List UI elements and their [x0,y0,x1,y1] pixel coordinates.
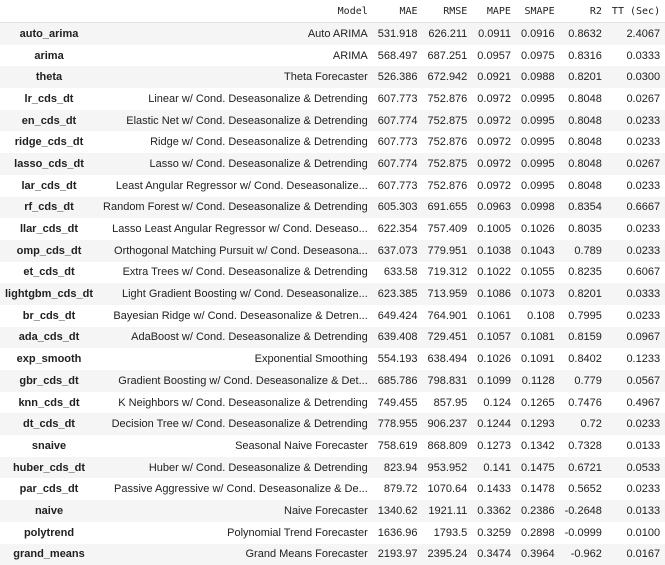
cell-r2: 0.8235 [568,266,602,279]
cell-model: Random Forest w/ Cond. Deseasonalize & Detrending [103,201,368,214]
cell-tt-sec: 0.0167 [626,548,661,561]
cell-tt-sec: 2.4067 [626,27,661,40]
row-index: arima [34,49,64,62]
row-index: omp_cds_dt [16,244,82,257]
cell-mape: 0.1026 [477,353,511,366]
cell-smape: 0.0995 [520,157,555,170]
row-index: theta [35,71,63,84]
cell-model: Passive Aggressive w/ Cond. Deseasonalize & De... [114,483,368,496]
cell-smape: 0.0995 [520,114,555,127]
table-row [0,197,665,219]
cell-tt-sec: 0.0233 [626,136,661,149]
table-row [0,500,665,522]
table-row [0,131,665,153]
cell-model: Grand Means Forecaster [245,548,368,561]
cell-model: Naive Forecaster [284,504,368,517]
cell-smape: 0.1026 [520,223,555,236]
table-row [0,457,665,479]
cell-r2: 0.8201 [568,71,602,84]
table-row [0,153,665,175]
table-row [0,370,665,392]
cell-model: Gradient Boosting w/ Cond. Deseasonalize & Det... [118,374,368,387]
cell-model: Elastic Net w/ Cond. Deseasonalize & Detrending [126,114,368,127]
cell-model: Theta Forecaster [284,71,368,84]
cell-r2: 0.8048 [568,179,602,192]
cell-model: Polynomial Trend Forecaster [227,526,368,539]
cell-model: Lasso Least Angular Regressor w/ Cond. Deseaso... [112,223,368,236]
cell-smape: 0.3964 [520,548,555,561]
cell-mae: 879.72 [383,483,418,496]
cell-tt-sec: 0.1233 [626,353,661,366]
cell-mape: 0.0972 [477,179,511,192]
cell-tt-sec: 0.4967 [626,396,661,409]
cell-r2: 0.8048 [568,157,602,170]
cell-r2: -0.962 [570,548,602,561]
cell-smape: 0.1055 [520,266,555,279]
cell-mae: 531.918 [377,27,418,40]
cell-mae: 633.58 [383,266,418,279]
table-row [0,478,665,500]
cell-smape: 0.1342 [520,439,555,452]
row-index: naive [34,504,64,517]
cell-rmse: 713.959 [427,288,468,301]
cell-r2: 0.8159 [568,331,602,344]
cell-rmse: 2395.24 [427,548,468,561]
cell-r2: 0.8632 [568,27,602,40]
cell-rmse: 691.655 [427,201,468,214]
cell-smape: 0.1073 [520,288,555,301]
table-row [0,45,665,67]
cell-r2: 0.7328 [568,439,602,452]
cell-mape: 0.1061 [477,309,511,322]
row-index: knn_cds_dt [18,396,80,409]
cell-mape: 0.3259 [477,526,511,539]
cell-tt-sec: 0.0233 [626,309,661,322]
cell-tt-sec: 0.0533 [626,461,661,474]
cell-mape: 0.1244 [477,418,511,431]
cell-mae: 758.619 [377,439,418,452]
cell-tt-sec: 0.0133 [626,439,661,452]
cell-mape: 0.0963 [477,201,511,214]
row-index: rf_cds_dt [24,201,74,214]
cell-r2: 0.8035 [568,223,602,236]
cell-smape: 0.0995 [520,92,555,105]
cell-mape: 0.3362 [477,504,511,517]
cell-mape: 0.1057 [477,331,511,344]
cell-model: Bayesian Ridge w/ Cond. Deseasonalize & Detren... [113,309,368,322]
header-row [0,0,665,23]
cell-mape: 0.1099 [477,374,511,387]
cell-r2: 0.8048 [568,92,602,105]
row-index: dt_cds_dt [23,418,75,431]
table-header [0,0,665,23]
cell-smape: 0.0916 [520,27,555,40]
cell-model: ARIMA [332,49,368,62]
cell-mae: 823.94 [383,461,418,474]
cell-model: Linear w/ Cond. Deseasonalize & Detrending [148,92,368,105]
row-index: auto_arima [19,27,79,40]
table-row [0,413,665,435]
cell-rmse: 719.312 [427,266,468,279]
cell-rmse: 626.211 [428,27,468,40]
cell-smape: 0.108 [527,309,555,322]
header-model: Model [98,0,373,23]
cell-mae: 554.193 [377,353,418,366]
row-index: exp_smooth [16,353,82,366]
cell-mae: 639.408 [377,331,418,344]
cell-rmse: 752.876 [427,92,468,105]
cell-tt-sec: 0.0233 [626,223,661,236]
cell-smape: 0.0995 [520,179,555,192]
cell-tt-sec: 0.0233 [626,114,661,127]
cell-rmse: 906.237 [427,418,468,431]
table-row [0,66,665,88]
cell-mae: 607.774 [377,157,418,170]
cell-rmse: 672.942 [427,71,468,84]
row-index: grand_means [13,548,85,561]
cell-model: Lasso w/ Cond. Deseasonalize & Detrending [149,157,368,170]
cell-rmse: 687.251 [427,49,468,62]
cell-rmse: 752.875 [427,157,468,170]
cell-mape: 0.1086 [477,288,511,301]
cell-mae: 607.773 [377,92,418,105]
table-row [0,327,665,349]
cell-smape: 0.0995 [520,136,555,149]
cell-mae: 637.073 [377,244,418,257]
cell-tt-sec: 0.6667 [626,201,661,214]
header-index [0,0,98,23]
cell-r2: 0.7995 [568,309,602,322]
cell-smape: 0.0975 [520,49,555,62]
cell-r2: 0.5652 [568,483,602,496]
row-index: snaive [31,439,67,452]
cell-tt-sec: 0.0233 [626,483,661,496]
cell-tt-sec: 0.0333 [626,288,661,301]
table-row [0,348,665,370]
header-rmse: RMSE [423,0,473,23]
table-row [0,110,665,132]
cell-mae: 1340.62 [377,504,418,517]
cell-rmse: 638.494 [427,353,468,366]
cell-model: Orthogonal Matching Pursuit w/ Cond. Deseasona... [114,244,368,257]
cell-mae: 749.455 [377,396,418,409]
cell-model: Huber w/ Cond. Deseasonalize & Detrending [148,461,368,474]
cell-mape: 0.141 [483,461,511,474]
cell-smape: 0.0988 [520,71,555,84]
cell-tt-sec: 0.0967 [626,331,661,344]
table-row [0,283,665,305]
cell-mae: 607.774 [377,114,418,127]
cell-model: Seasonal Naive Forecaster [235,439,368,452]
row-index: llar_cds_dt [19,223,79,236]
cell-r2: 0.789 [574,244,602,257]
cell-smape: 0.1293 [520,418,555,431]
cell-r2: 0.7476 [568,396,602,409]
cell-smape: 0.1043 [520,244,555,257]
cell-rmse: 1921.11 [428,504,468,517]
cell-r2: 0.8316 [568,49,602,62]
cell-r2: -0.2648 [564,504,602,517]
cell-smape: 0.2898 [520,526,555,539]
cell-mape: 0.1433 [477,483,511,496]
cell-tt-sec: 0.0267 [626,92,661,105]
cell-r2: 0.779 [574,374,602,387]
cell-rmse: 757.409 [427,223,468,236]
row-index: huber_cds_dt [12,461,86,474]
cell-r2: 0.8201 [568,288,602,301]
cell-rmse: 752.876 [427,179,468,192]
cell-mape: 0.1273 [477,439,511,452]
cell-mape: 0.0972 [477,92,511,105]
cell-mape: 0.1005 [477,223,511,236]
row-index: ada_cds_dt [18,331,80,344]
cell-rmse: 752.875 [427,114,468,127]
cell-mape: 0.0972 [477,136,511,149]
cell-mape: 0.0972 [477,157,511,170]
cell-smape: 0.1475 [520,461,555,474]
row-index: gbr_cds_dt [19,374,79,387]
cell-mae: 623.385 [377,288,418,301]
cell-mae: 568.497 [377,49,418,62]
cell-model: AdaBoost w/ Cond. Deseasonalize & Detrending [131,331,368,344]
cell-rmse: 868.809 [427,439,468,452]
cell-r2: 0.6721 [568,461,602,474]
cell-smape: 0.1128 [521,374,555,387]
cell-rmse: 953.952 [427,461,468,474]
table-row [0,544,665,565]
cell-smape: 0.0998 [520,201,555,214]
header-smape: SMAPE [516,0,560,23]
table-row [0,262,665,284]
cell-tt-sec: 0.0267 [626,157,661,170]
cell-model: Extra Trees w/ Cond. Deseasonalize & Detrending [122,266,368,279]
cell-rmse: 1793.5 [433,526,468,539]
cell-smape: 0.1265 [520,396,555,409]
row-index: et_cds_dt [23,266,75,279]
cell-rmse: 798.831 [427,374,468,387]
cell-rmse: 857.95 [433,396,468,409]
row-index: lasso_cds_dt [14,157,84,170]
cell-r2: -0.0999 [564,526,602,539]
table-row [0,88,665,110]
cell-smape: 0.1091 [520,353,555,366]
cell-mae: 778.955 [377,418,418,431]
cell-mae: 685.786 [377,374,418,387]
cell-tt-sec: 0.0333 [626,49,661,62]
cell-mape: 0.1038 [477,244,511,257]
cell-r2: 0.8048 [568,136,602,149]
cell-smape: 0.2386 [520,504,555,517]
cell-model: Least Angular Regressor w/ Cond. Deseasonalize... [115,179,368,192]
cell-mae: 2193.97 [377,548,418,561]
row-index: polytrend [23,526,75,539]
table-row [0,522,665,544]
row-index: ridge_cds_dt [14,136,84,149]
cell-mape: 0.124 [483,396,511,409]
row-index: lr_cds_dt [24,92,74,105]
cell-tt-sec: 0.0233 [626,418,661,431]
cell-tt-sec: 0.0567 [626,374,661,387]
cell-tt-sec: 0.6067 [626,266,661,279]
table-row [0,305,665,327]
table-row [0,175,665,197]
header-mae: MAE [373,0,423,23]
cell-model: Light Gradient Boosting w/ Cond. Deseasonalize... [121,288,368,301]
table-row [0,435,665,457]
cell-mae: 622.354 [377,223,418,236]
cell-mape: 0.0911 [478,27,511,40]
cell-mae: 649.424 [377,309,418,322]
cell-tt-sec: 0.0133 [626,504,661,517]
header-mape: MAPE [472,0,516,23]
table-row [0,392,665,414]
cell-model: Exponential Smoothing [254,353,368,366]
header-r2: R2 [560,0,607,23]
row-index: br_cds_dt [22,309,76,322]
cell-rmse: 779.951 [427,244,468,257]
cell-mae: 526.386 [377,71,418,84]
cell-model: K Neighbors w/ Cond. Deseasonalize & Detrending [118,396,368,409]
cell-smape: 0.1081 [520,331,555,344]
row-index: en_cds_dt [21,114,77,127]
cell-mape: 0.0957 [477,49,511,62]
cell-mae: 607.773 [377,179,418,192]
cell-smape: 0.1478 [520,483,555,496]
cell-mape: 0.3474 [477,548,511,561]
cell-mae: 607.773 [377,136,418,149]
cell-mape: 0.0921 [477,71,511,84]
row-index: lar_cds_dt [21,179,77,192]
cell-mae: 605.303 [377,201,418,214]
cell-model: Auto ARIMA [307,27,368,40]
row-index: lightgbm_cds_dt [5,288,94,301]
cell-tt-sec: 0.0233 [626,244,661,257]
table-row [0,240,665,262]
header-tt-sec: TT (Sec) [607,0,665,23]
table-row [0,23,665,45]
cell-r2: 0.8048 [568,114,602,127]
cell-mae: 1636.96 [377,526,418,539]
table-body [0,23,665,565]
cell-mape: 0.0972 [477,114,511,127]
cell-r2: 0.8402 [568,353,602,366]
cell-rmse: 729.451 [427,331,468,344]
cell-rmse: 1070.64 [427,483,468,496]
cell-mape: 0.1022 [477,266,511,279]
cell-tt-sec: 0.0300 [626,71,661,84]
cell-r2: 0.72 [580,418,602,431]
cell-r2: 0.8354 [568,201,602,214]
cell-model: Decision Tree w/ Cond. Deseasonalize & Detrending [111,418,368,431]
cell-rmse: 764.901 [427,309,468,322]
cell-model: Ridge w/ Cond. Deseasonalize & Detrending [150,136,368,149]
cell-rmse: 752.876 [427,136,468,149]
table-row [0,218,665,240]
cell-tt-sec: 0.0233 [626,179,661,192]
row-index: par_cds_dt [19,483,79,496]
cell-tt-sec: 0.0100 [626,526,661,539]
